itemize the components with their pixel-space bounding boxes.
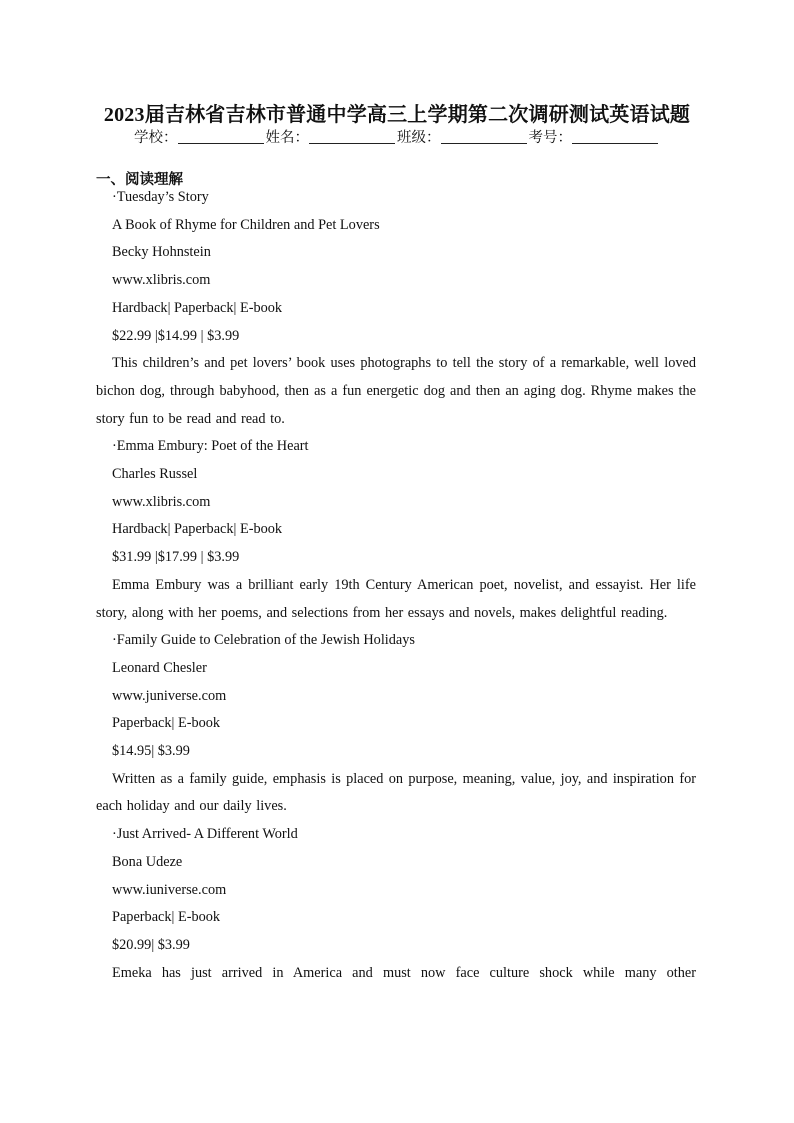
name-blank[interactable] (309, 129, 395, 144)
school-label: 学校： (134, 130, 178, 146)
book-title: ·Just Arrived- A Different World (112, 826, 298, 843)
book-formats: Hardback| Paperback| E-book (112, 521, 283, 538)
book-description: Written as a family guide, emphasis is placed on purpose, meaning, value, joy, and inspiration for each holiday and our daily lives. (96, 770, 696, 815)
student-info-fields (0, 126, 794, 147)
book-formats: Hardback| Paperback| E-book (112, 299, 283, 316)
book-prices: $14.95| $3.99 (112, 743, 190, 760)
book-author: Charles Russel (112, 466, 198, 483)
name-label: 姓名： (265, 130, 309, 146)
exam-number-label: 考号： (528, 130, 572, 146)
book-website: www.iuniverse.com (112, 881, 227, 898)
exam-number-blank[interactable] (572, 129, 658, 144)
school-blank[interactable] (178, 129, 264, 144)
book-prices: $20.99| $3.99 (112, 936, 190, 953)
class-label: 班级： (397, 130, 441, 146)
book-description: This children’s and pet lovers’ book uses photographs to tell the story of a remarkable, well loved bichon dog, through babyhood, then as a fun energetic dog and then an aging dog. Rhyme makes the story fun to be read and read to. (96, 355, 696, 427)
book-prices: $31.99 |$17.99 | $3.99 (112, 549, 240, 566)
book-formats: Paperback| E-book (112, 909, 221, 926)
book-title: ·Tuesday’s Story (112, 189, 209, 205)
book-author: Bona Udeze (112, 853, 183, 870)
book-title: ·Family Guide to Celebration of the Jewish Holidays (112, 632, 415, 649)
book-subtitle: A Book of Rhyme for Children and Pet Lovers (112, 216, 380, 233)
book-website: www.juniverse.com (112, 687, 227, 704)
book-author: Leonard Chesler (112, 659, 207, 676)
class-blank[interactable] (441, 129, 527, 144)
book-website: www.xlibris.com (112, 493, 211, 510)
book-title: ·Emma Embury: Poet of the Heart (112, 438, 309, 455)
section-heading: 一、阅读理解 (96, 172, 183, 188)
book-author: Becky Hohnstein (112, 244, 211, 261)
book-description: Emma Embury was a brilliant early 19th Century American poet, novelist, and essayist. Her life story, along with her poems, and selections from her essays and novels, makes delightful reading. (96, 576, 696, 621)
reading-passage (96, 184, 696, 987)
book-prices: $22.99 |$14.99 | $3.99 (112, 327, 240, 344)
book-description: Emeka has just arrived in America and must now face culture shock while many other (112, 964, 696, 981)
exam-title: 2023届吉林省吉林市普通中学高三上学期第二次调研测试英语试题 (103, 104, 691, 126)
book-website: www.xlibris.com (112, 272, 211, 289)
book-formats: Paperback| E-book (112, 715, 221, 732)
